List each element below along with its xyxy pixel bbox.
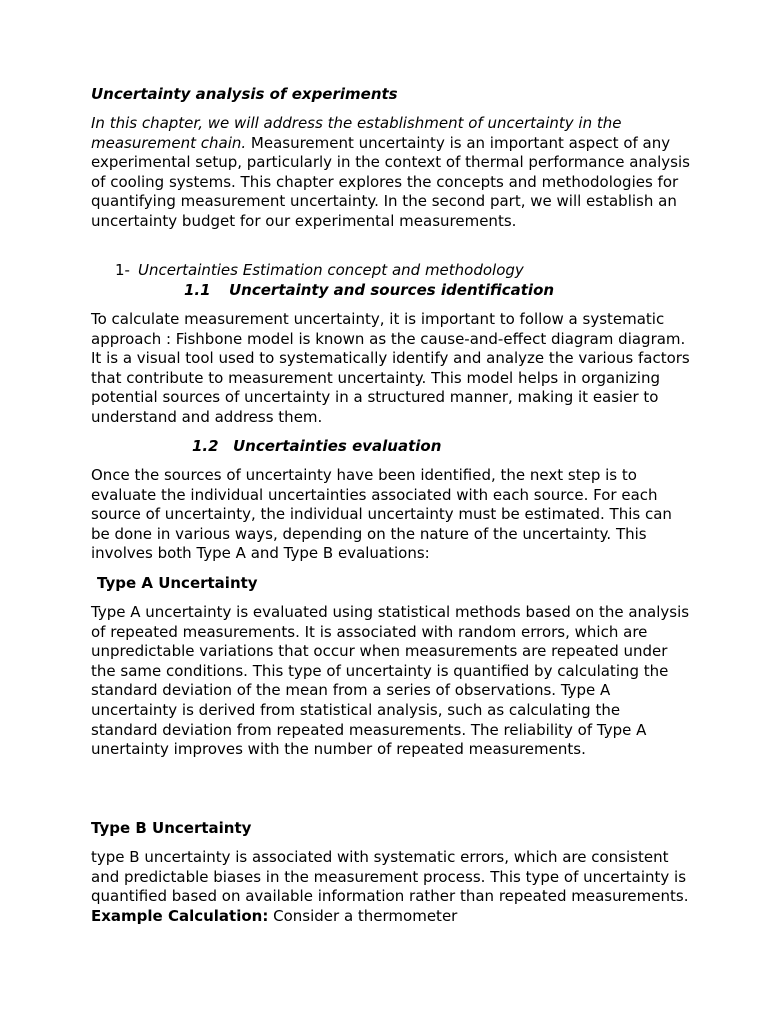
section-1-heading xyxy=(115,261,715,281)
intro-lead: In this chapter, we will address the establishment of uncertainty in the measurement chain. xyxy=(91,114,622,152)
section-1-2-title: Uncertainties evaluation xyxy=(233,437,442,455)
intro-paragraph xyxy=(91,114,691,232)
section-1-number: 1- xyxy=(115,261,130,279)
section-1-1-body: To calculate measurement uncertainty, it is important to follow a systematic approach : Fishbone model is known as the cause-and-effect diagram diagram. It is a visual tool used to systematically identify and analyze the various factors that contribute to measurement uncertainty. This model helps in organizing potential sources of uncertainty in a structured manner, making it easier to understand and address them. xyxy=(91,310,690,426)
intro-rest: Measurement uncertainty is an important aspect of any experimental setup, particularly in the context of thermal performance analysis of cooling systems. This chapter explores the concepts and methodologies for quantifying measurement uncertainty. In the second part, we will establish an uncertainty budget for our experimental measurements. xyxy=(91,133,690,230)
type-a-body: Type A uncertainty is evaluated using statistical methods based on the analysis of repeated measurements. It is associated with random errors, which are unpredictable variations that occur when measurements are repeated under the same conditions. This type of uncertainty is quantified by calculating the standard deviation of the mean from a series of observations. Type A uncertainty is derived from statistical analysis, such as calculating the standard deviation from repeated measurements. The reliability of Type A unertainty improves with the number of repeated measurements. xyxy=(91,603,690,759)
section-1-2-heading xyxy=(192,437,768,457)
section-1-1-heading xyxy=(184,281,768,301)
type-b-heading: Type B Uncertainty xyxy=(91,819,252,837)
section-1-title: Uncertainties Estimation concept and methodology xyxy=(138,261,524,279)
type-b-body xyxy=(91,848,691,926)
section-1-2-body: Once the sources of uncertainty have been identified, the next step is to evaluate the individual uncertainties associated with each source. For each source of uncertainty, the individual uncertainty must be estimated. This can be done in various ways, depending on the nature of the uncertainty. This involves both Type A and Type B evaluations: xyxy=(91,466,672,563)
example-label: Example Calculation: xyxy=(91,906,269,925)
type-b-text: type B uncertainty is associated with systematic errors, which are consistent and predictable biases in the measurement process. This type of uncertainty is quantified based on available information rather than repeated measurements. xyxy=(91,848,689,906)
section-1-1-title: Uncertainty and sources identification xyxy=(229,281,555,299)
document-title: Uncertainty analysis of experiments xyxy=(91,85,398,103)
example-text: Consider a thermometer xyxy=(268,906,458,925)
section-1-2-number: 1.2 xyxy=(192,437,219,455)
type-a-heading: Type A Uncertainty xyxy=(97,574,258,592)
section-1-1-number: 1.1 xyxy=(184,281,211,299)
